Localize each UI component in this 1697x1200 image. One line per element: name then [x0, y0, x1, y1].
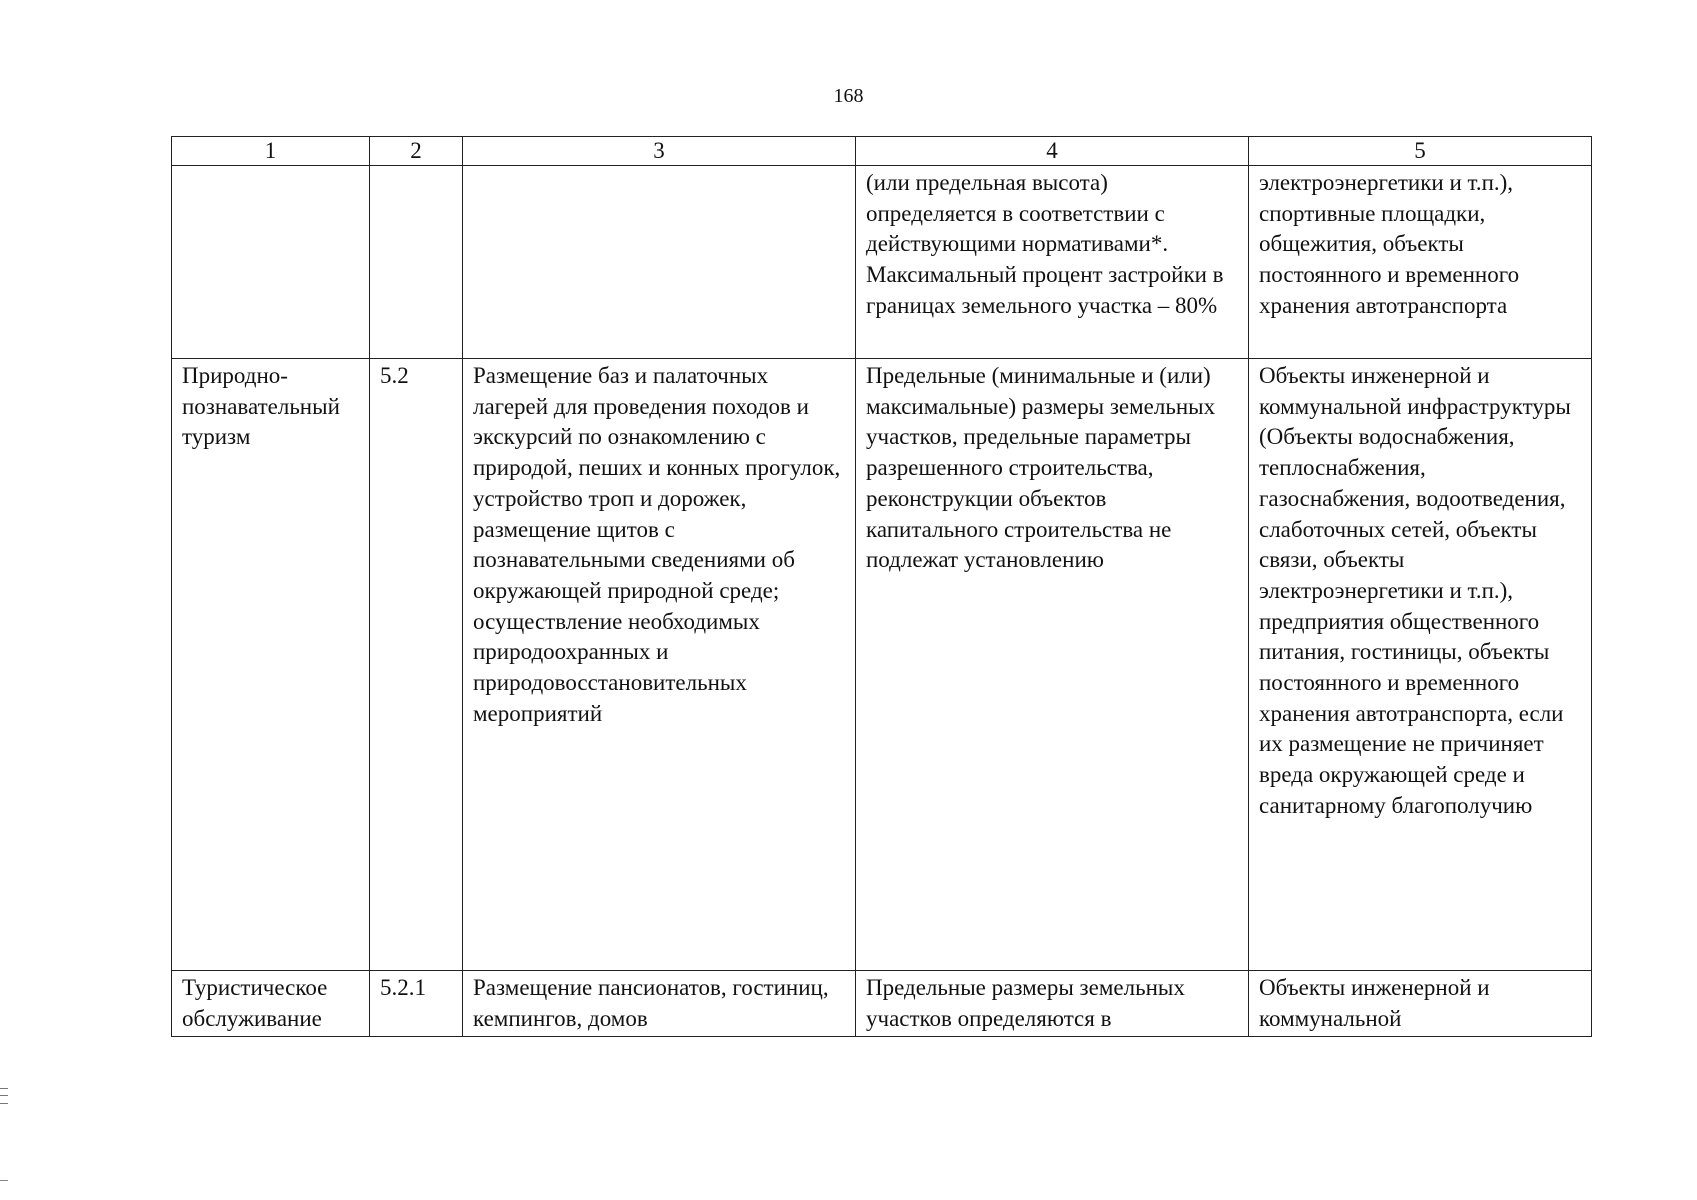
page-number: 168	[833, 85, 864, 107]
permitted-objects-cell: Объекты инженерной и коммунальной инфраструктуры (Объекты водоснабжения, теплоснабжения, газоснабжения, водоотведения, слаботочных сетей, объекты связи, объекты электроэнергетики и т.п.), предприятия общественного питания, гостиницы, объекты постоянного и временного хранения автотранспорта, если их размещение не причиняет вреда окружающей среде и санитарному благополучию	[1249, 359, 1592, 971]
use-code-cell: 5.2.1	[370, 971, 463, 1037]
table-row	[172, 359, 1592, 971]
parameters-cell: Предельные (минимальные и (или) максимальные) размеры земельных участков, предельные параметры разрешенного строительства, реконструкции объектов капитального строительства не подлежат установлению	[856, 359, 1249, 971]
use-code-cell: 5.2	[370, 359, 463, 971]
use-description-cell	[463, 166, 856, 359]
scan-artifact-dash	[0, 1180, 8, 1181]
parameters-cell: Предельные размеры земельных участков определяются в	[856, 971, 1249, 1037]
column-header: 2	[370, 137, 463, 166]
land-use-table	[171, 136, 1592, 1037]
scan-artifact-mark	[0, 1088, 8, 1104]
use-code-cell	[370, 166, 463, 359]
use-name-cell: Природно-познавательный туризм	[172, 359, 370, 971]
column-header: 4	[856, 137, 1249, 166]
use-description-cell: Размещение пансионатов, гостиниц, кемпингов, домов	[463, 971, 856, 1037]
permitted-objects-cell: Объекты инженерной и коммунальной	[1249, 971, 1592, 1037]
use-name-cell	[172, 166, 370, 359]
use-name-cell: Туристическое обслуживание	[172, 971, 370, 1037]
table-row	[172, 971, 1592, 1037]
column-header: 1	[172, 137, 370, 166]
column-header: 5	[1249, 137, 1592, 166]
table-header-row	[172, 137, 1592, 166]
column-header: 3	[463, 137, 856, 166]
table-row	[172, 166, 1592, 359]
permitted-objects-cell: электроэнергетики и т.п.), спортивные площадки, общежития, объекты постоянного и временного хранения автотранспорта	[1249, 166, 1592, 359]
parameters-cell: (или предельная высота) определяется в соответствии с действующими нормативами*. Максимальный процент застройки в границах земельного участка – 80%	[856, 166, 1249, 359]
use-description-cell: Размещение баз и палаточных лагерей для проведения походов и экскурсий по ознакомлению с природой, пеших и конных прогулок, устройство троп и дорожек, размещение щитов с познавательными сведениями об окружающей природной среде; осуществление необходимых природоохранных и природовосстановительных мероприятий	[463, 359, 856, 971]
